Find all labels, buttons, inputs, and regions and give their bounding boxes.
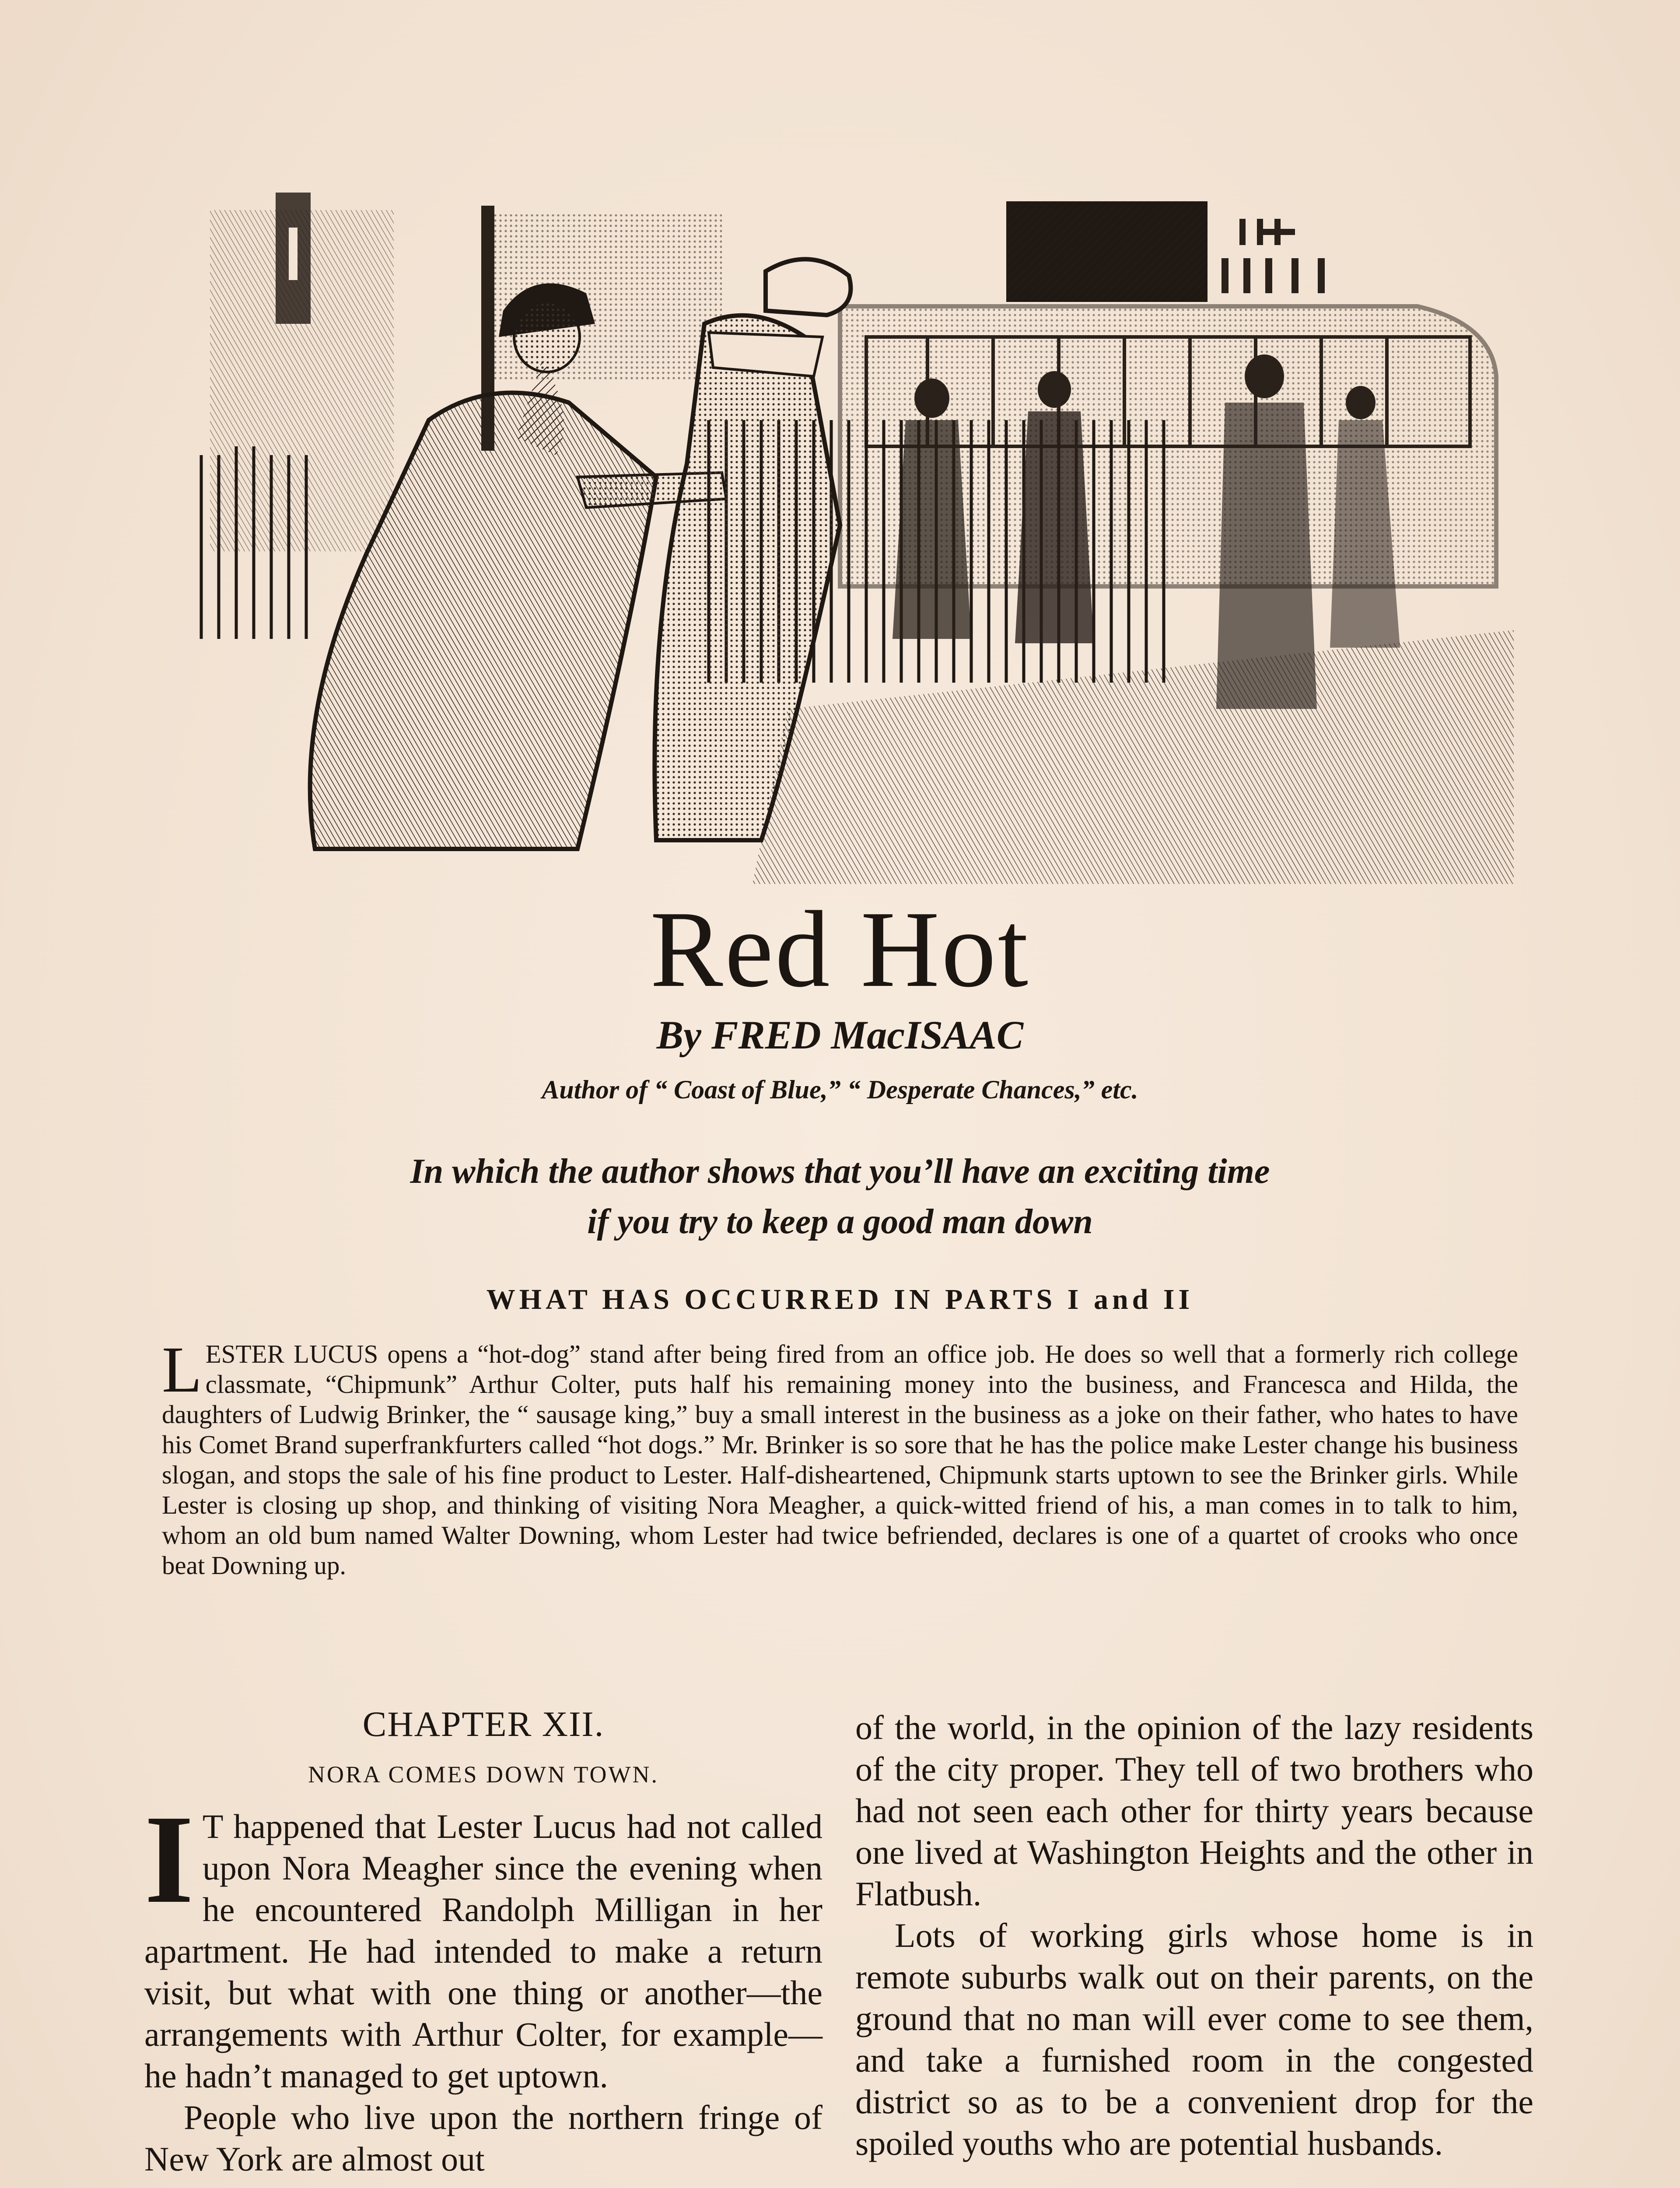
synopsis-heading: WHAT HAS OCCURRED IN PARTS I and II: [486, 1283, 1194, 1315]
story-blurb: [0, 1147, 1680, 1247]
story-illustration: [184, 193, 1514, 884]
body-paragraph-2: People who live upon the northern fringe of New York are almost out: [144, 2098, 822, 2178]
story-title: Red Hot: [650, 889, 1030, 1010]
bleed-through-header: [503, 96, 1597, 123]
body-paragraph-4: Lots of working girls whose home is in remote suburbs walk out on their parents, on the ground that no man will ever come to see them, and take a furnished room in the congested district so as to be a convenient drop for the spoiled youths who are potential husbands.: [855, 1916, 1533, 2162]
synopsis-dropcap: L: [162, 1333, 202, 1406]
body-dropcap: I: [144, 1789, 194, 1929]
blurb-line-1: In which the author shows that you’ll have an exciting time: [410, 1152, 1270, 1191]
body-paragraph-3: of the world, in the opinion of the lazy residents of the city proper. They tell of two brothers who had not seen each other for thirty years because one lived at Washington Heights and the other in Flatbush.: [855, 1708, 1533, 1913]
body-paragraph-1: [144, 1789, 822, 2097]
chapter-subtitle: NORA COMES DOWN TOWN.: [308, 1761, 659, 1788]
chapter-number: CHAPTER XII.: [362, 1704, 605, 1744]
body-paragraph-1-text: T happened that Lester Lucus had not called upon Nora Meagher since the evening when he encountered Randolph Milligan in her apartment. He had intended to make a return visit, but what with one thing or another—the arrangements with Arthur Colter, for example—he hadn’t managed to get uptown.: [144, 1807, 822, 2095]
author-credits: Author of “ Coast of Blue,” “ Desperate Chances,” etc.: [542, 1075, 1138, 1104]
text-column-right: [855, 1707, 1533, 2164]
author-byline: By FRED MacISAAC: [656, 1013, 1024, 1057]
blurb-line-2: if you try to keep a good man down: [587, 1203, 1093, 1241]
synopsis-paragraph: [162, 1333, 1518, 1581]
synopsis-text: ESTER LUCUS opens a “hot-dog” stand after being fired from an office job. He does so well that a formerly rich college classmate, “Chipmunk” Arthur Colter, puts half his remaining money into the business, and Francesca and Hilda, the daughters of Ludwig Brinker, the “ sausage king,” buy a small interest in the business as a joke on their father, who hates to have his Comet Brand superfrankfurters called “hot dogs.” Mr. Brinker is so sore that he has the police make Lester change his business slogan, and stops the sale of his fine product to Lester. Half-disheartened, Chipmunk starts uptown to see the Brinker girls. While Lester is closing up shop, and thinking of visiting Nora Meagher, a quick-witted friend of his, a man comes in to talk to him, whom an old bum named Walter Downing, whom Lester had twice befriended, declares is one of a quartet of crooks who once beat Downing up.: [162, 1339, 1518, 1580]
text-column-left: [144, 1702, 822, 2180]
